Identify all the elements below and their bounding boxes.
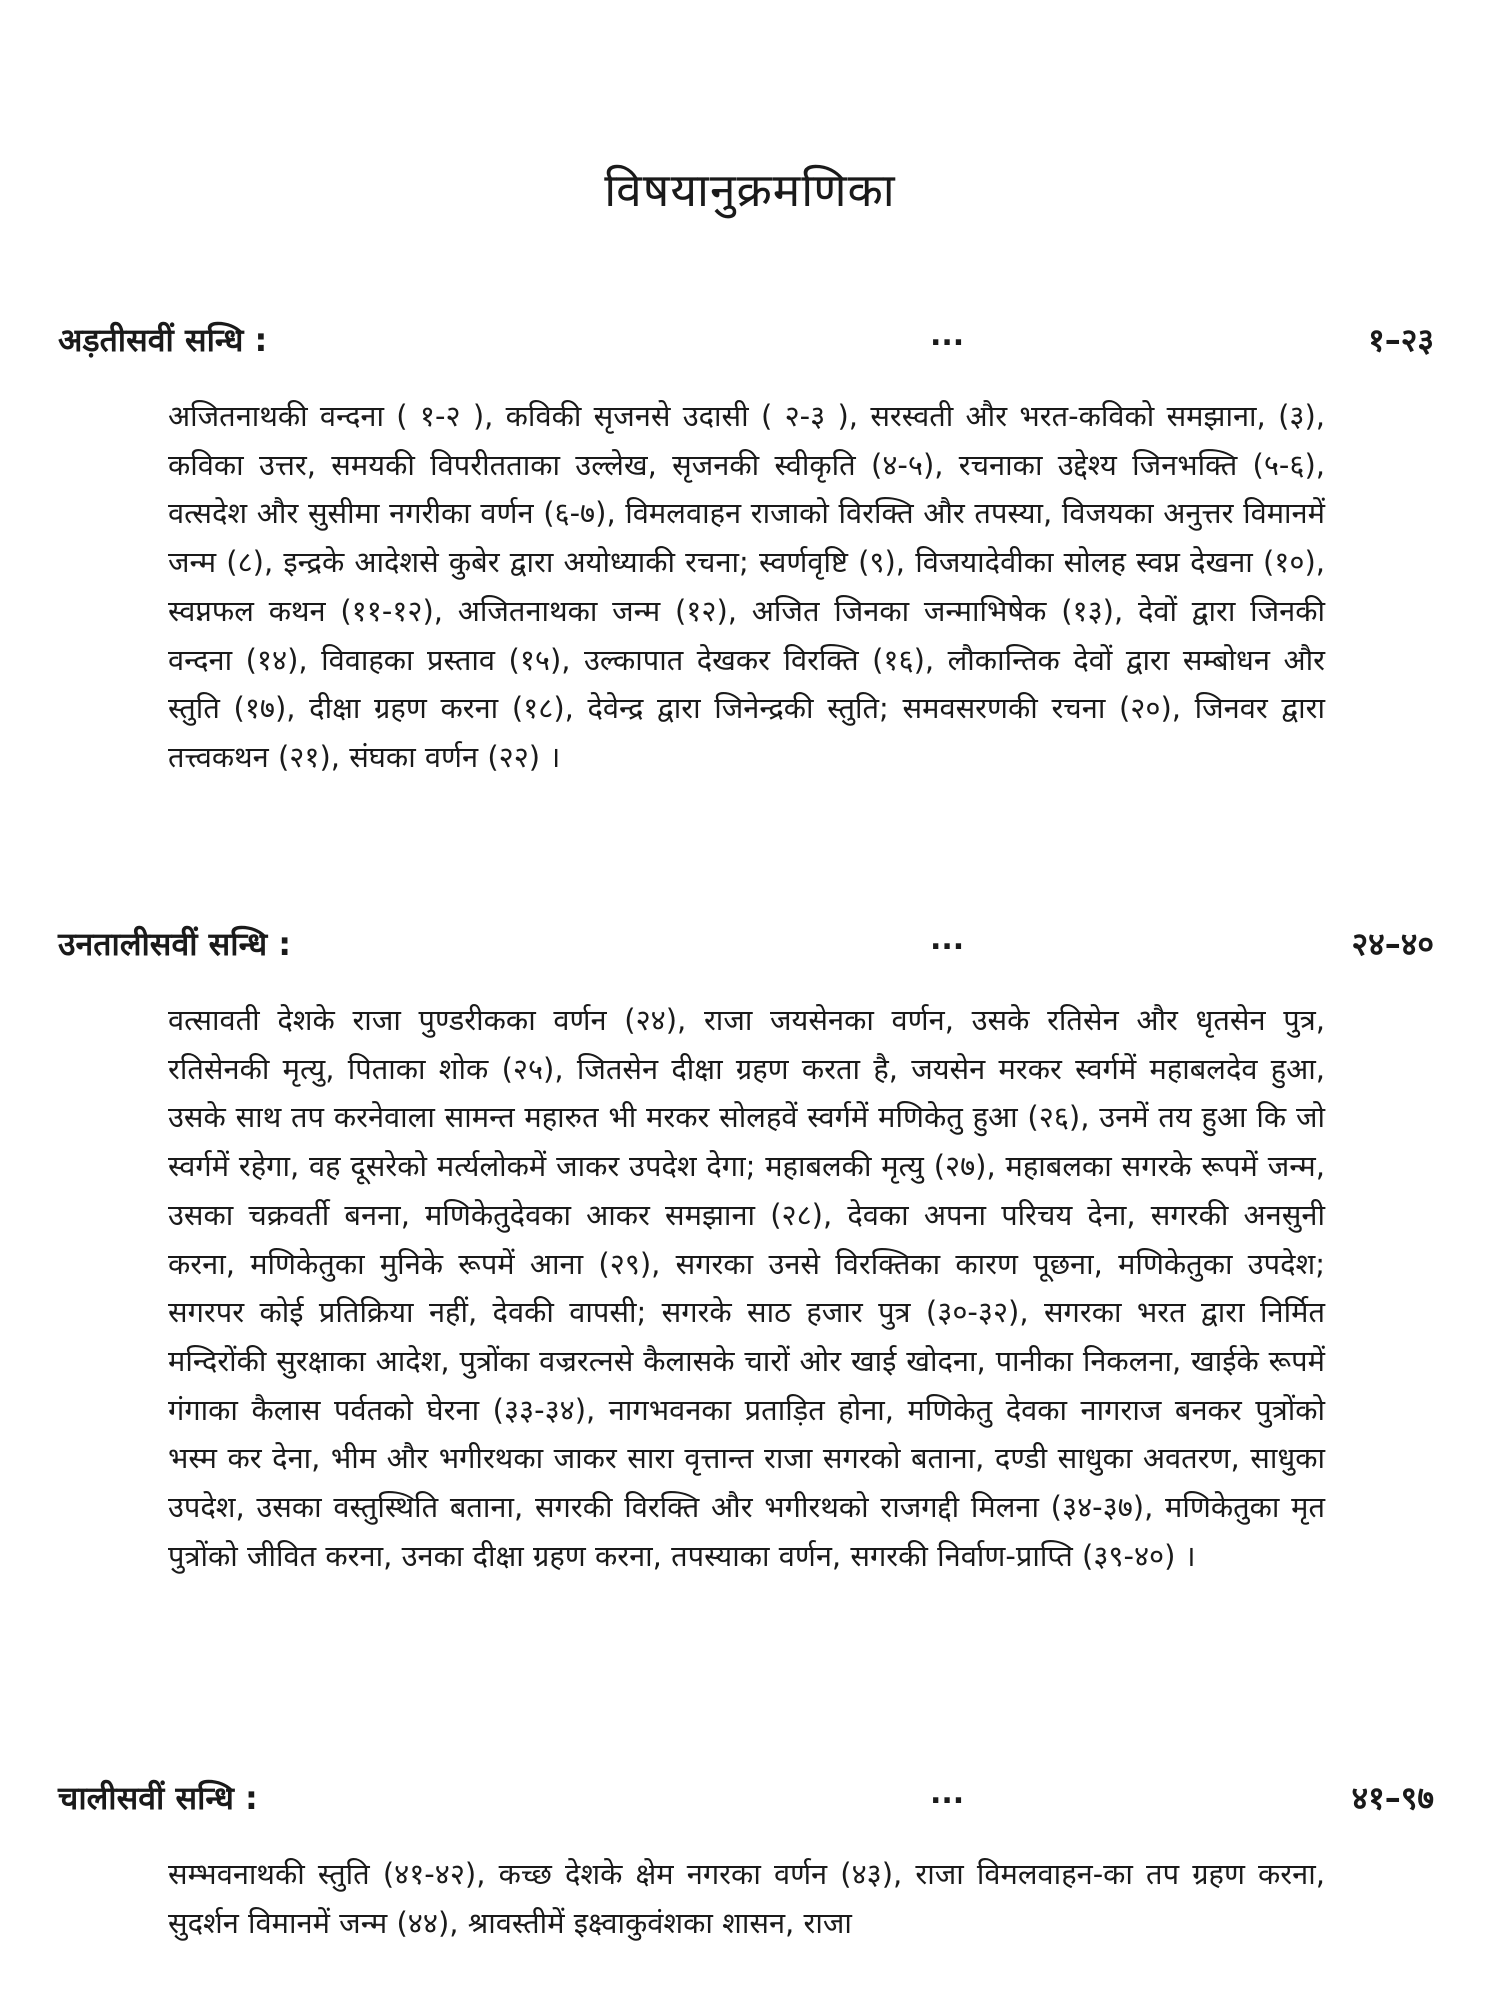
- section-39: [0, 922, 1500, 1580]
- leader-dots: ...: [930, 318, 965, 353]
- section-summary: सम्भवनाथकी स्तुति (४१-४२), कच्छ देशके क्षेम नगरका वर्णन (४३), राजा विमलवाहन-का तप ग्रहण करना, सुदर्शन विमानमें जन्म (४४), श्रावस्तीमें इक्ष्वाकुवंशका शासन, राजा: [168, 1857, 1325, 1940]
- section-heading-row: [0, 1776, 1500, 1836]
- leader-dots: ...: [930, 922, 965, 957]
- page-title: विषयानुक्रमणिका: [604, 163, 896, 217]
- page-range: ४१–९७: [1351, 1779, 1434, 1817]
- section-38: [0, 318, 1500, 782]
- section-heading: चालीसवीं सन्धि :: [58, 1779, 258, 1817]
- section-summary: वत्सावती देशके राजा पुण्डरीकका वर्णन (२४), राजा जयसेनका वर्णन, उसके रतिसेन और धृतसेन पुत्र, रतिसेनकी मृत्यु, पिताका शोक (२५), जितसेन दीक्षा ग्रहण करता है, जयसेन मरकर स्वर्गमें महाबलदेव हुआ, उसके साथ तप करनेवाला सामन्त महारुत भी मरकर सोलहवें स्वर्गमें मणिकेतु हुआ (२६), उनमें तय हुआ कि जो स्वर्गमें रहेगा, वह दूसरेको मर्त्यलोकमें जाकर उपदेश देगा; महाबलकी मृत्यु (२७), महाबलका सगरके रूपमें जन्म, उसका चक्रवर्ती बनना, मणिकेतुदेवका आकर समझाना (२८), देवका अपना परिचय देना, सगरकी अनसुनी करना, मणिकेतुका मुनिके रूपमें आना (२९), सगरका उनसे विरक्तिका कारण पूछना, मणिकेतुका उपदेश; सगरपर कोई प्रतिक्रिया नहीं, देवकी वापसी; सगरके साठ हजार पुत्र (३०-३२), सगरका भरत द्वारा निर्मित मन्दिरोंकी सुरक्षाका आदेश, पुत्रोंका वज्ररत्नसे कैलासके चारों ओर खाई खोदना, पानीका निकलना, खाईके रूपमें गंगाका कैलास पर्वतको घेरना (३३-३४), नागभवनका प्रताड़ित होना, मणिकेतु देवका नागराज बनकर पुत्रोंको भस्म कर देना, भीम और भगीरथका जाकर सारा वृत्तान्त राजा सगरको बताना, दण्डी साधुका अवतरण, साधुका उपदेश, उसका वस्तुस्थिति बताना, सगरकी विरक्ति और भगीरथको राजगद्दी मिलना (३४-३७), मणिकेतुका मृत पुत्रोंको जीवित करना, उनका दीक्षा ग्रहण करना, तपस्याका वर्णन, सगरकी निर्वाण-प्राप्ति (३९-४०) ।: [168, 1003, 1325, 1573]
- page-range: २४–४०: [1351, 925, 1434, 963]
- section-heading: अड़तीसवीं सन्धि :: [58, 321, 268, 359]
- page-range: १–२३: [1368, 321, 1434, 359]
- leader-dots: ...: [930, 1776, 965, 1811]
- section-heading-row: [0, 318, 1500, 378]
- section-heading: उनतालीसवीं सन्धि :: [58, 925, 292, 963]
- section-40: [0, 1776, 1500, 1960]
- section-heading-row: [0, 922, 1500, 982]
- section-summary: अजितनाथकी वन्दना ( १-२ ), कविकी सृजनसे उदासी ( २-३ ), सरस्वती और भरत-कविको समझाना, (३), कविका उत्तर, समयकी विपरीतताका उल्लेख, सृजनकी स्वीकृति (४-५), रचनाका उद्देश्य जिनभक्ति (५-६), वत्सदेश और सुसीमा नगरीका वर्णन (६-७), विमलवाहन राजाको विरक्ति और तपस्या, विजयका अनुत्तर विमानमें जन्म (८), इन्द्रके आदेशसे कुबेर द्वारा अयोध्याकी रचना; स्वर्णवृष्टि (९), विजयादेवीका सोलह स्वप्न देखना (१०), स्वप्नफल कथन (११-१२), अजितनाथका जन्म (१२), अजित जिनका जन्माभिषेक (१३), देवों द्वारा जिनकी वन्दना (१४), विवाहका प्रस्ताव (१५), उल्कापात देखकर विरक्ति (१६), लौकान्तिक देवों द्वारा सम्बोधन और स्तुति (१७), दीक्षा ग्रहण करना (१८), देवेन्द्र द्वारा जिनेन्द्रकी स्तुति; समवसरणकी रचना (२०), जिनवर द्वारा तत्त्वकथन (२१), संघका वर्णन (२२) ।: [168, 399, 1325, 774]
